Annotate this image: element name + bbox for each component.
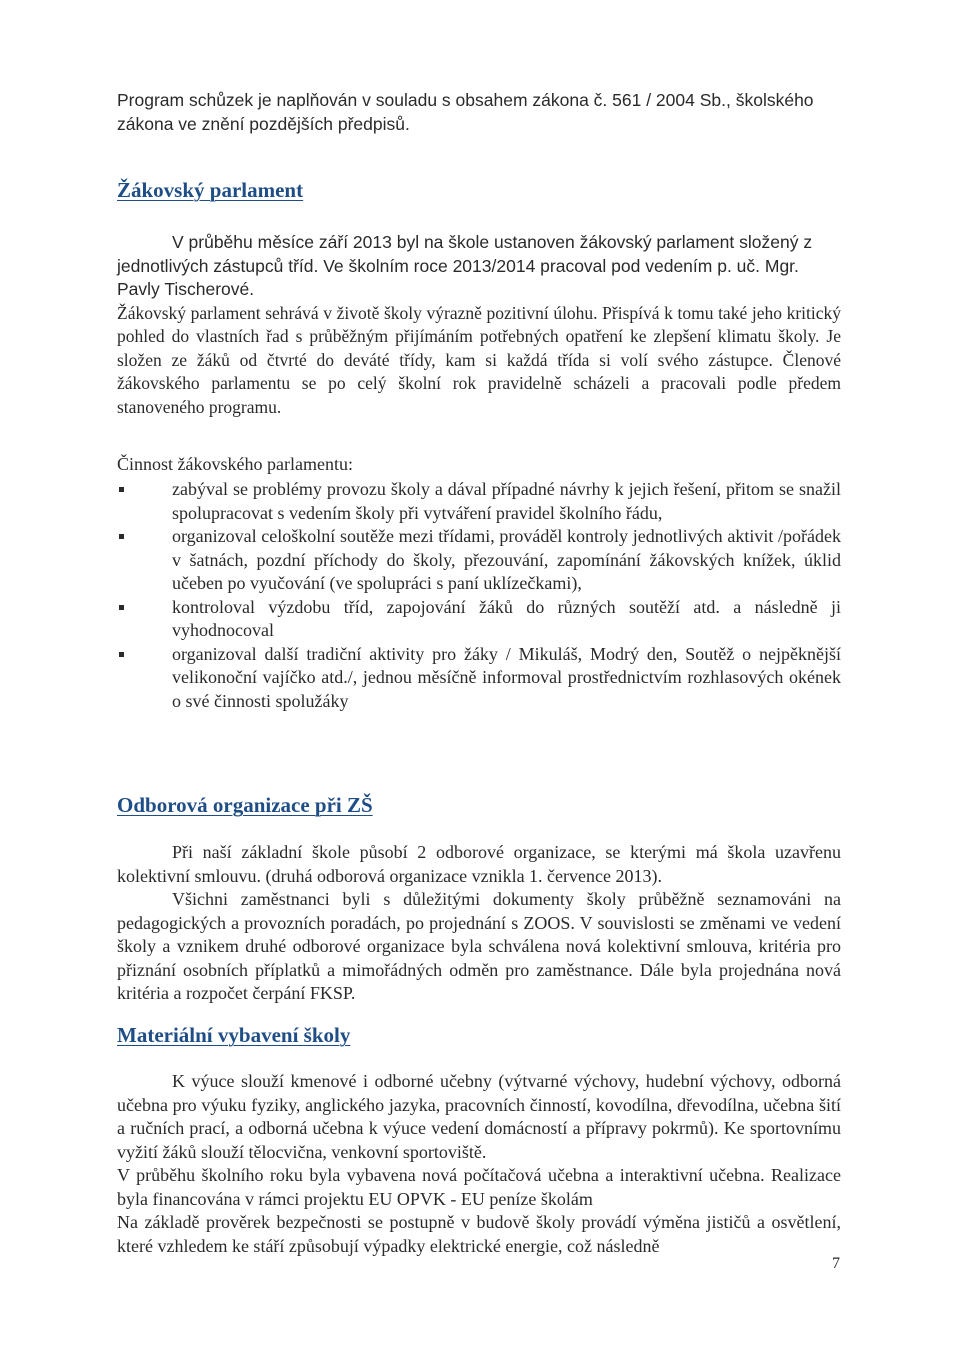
activities-list (117, 478, 841, 713)
equipment-heading: Materiální vybavení školy (117, 1023, 351, 1047)
activities-title: Činnost žákovského parlamentu: (117, 454, 353, 474)
union-paragraph-2: Všichni zaměstnanci byli s důležitými dokumenty školy průběžně seznamováni na pedagogických a provozních poradách, po projednání s ZOOS. V souvislosti se změnami ve vedení školy a vznikem druhé odborové organizace byla schválena nová kolektivní smlouva, kritéria pro přiznání osobních příplatků a mimořádných odměn pro zaměstnance. Dále byla projednána nová kritéria a rozpočet čerpání FKSP. (117, 889, 841, 1003)
list-item: kontroloval výzdobu tříd, zapojování žáků do různých soutěží atd. a následně ji vyhodnocoval (117, 596, 841, 643)
intro-paragraph (117, 89, 841, 136)
list-item: zabýval se problémy provozu školy a dával případné návrhy k jejich řešení, přitom se snažil spolupracovat s vedením školy při vytváření pravidel školního řádu, (117, 478, 841, 525)
list-item: organizoval celoškolní soutěže mezi třídami, prováděl kontroly jednotlivých aktivit /pořádek v šatnách, pozdní příchody do školy, přezouvání, zapomínání žákovských knížek, úklid učeben po vyučování (ve spolupráci s paní uklízečkami), (117, 525, 841, 596)
parliament-paragraph-2: Žákovský parlament sehrává v životě školy výrazně pozitivní úlohu. Přispívá k tomu také jeho kritický pohled do vlastních řad s průběžným přijímáním potřebných opatření ke zlepšení klimatu školy. Je složen ze žáků od čtvrté do deváté třídy, kam si každá třída si volí svého zástupce. Členové žákovského parlamentu se po celý školní rok pravidelně scházeli a pracovali podle předem stanoveného programu. (117, 302, 841, 417)
equipment-paragraph-3: Na základě prověrek bezpečnosti se postupně v budově školy provádí výměna jističů a osvětlení, které vzhledem ke stáří způsobují výpadky elektrické energie, což následně (117, 1212, 841, 1256)
union-section (117, 841, 841, 1006)
parliament-section (117, 231, 841, 419)
parliament-heading: Žákovský parlament (117, 178, 304, 202)
parliament-paragraph-1: V průběhu měsíce září 2013 byl na škole ustanoven žákovský parlament složený z jednotlivých zástupců tříd. Ve školním roce 2013/2014 pracoval pod vedením p. uč. Mgr. Pavly Tischerové. (117, 232, 813, 299)
equipment-section (117, 1070, 841, 1258)
bullet-icon (119, 605, 124, 610)
bullet-icon (119, 487, 124, 492)
union-paragraph-1: Při naší základní škole působí 2 odborové organizace, se kterými má škola uzavřenu kolektivní smlouvu. (druhá odborová organizace vznikla 1. července 2013). (117, 842, 841, 886)
list-item: organizoval další tradiční aktivity pro žáky / Mikuláš, Modrý den, Soutěž o nejpěknější velikonoční vajíčko atd./, jednou měsíčně informoval prostřednictvím rozhlasových okének o své činnosti spolužáky (117, 643, 841, 714)
equipment-paragraph-1: K výuce slouží kmenové i odborné učebny (výtvarné výchovy, hudební výchovy, odborná učebna pro výuku fyziky, anglického jazyka, pracovních činností, kovodílna, dřevodílna, učebna šití a ručních prací, a odborná učebna k výuce vedení domácností a přípravy pokrmů). Ke sportovnímu vyžití žáků slouží tělocvična, venkovní sportoviště. (117, 1071, 841, 1162)
page-number: 7 (832, 1255, 840, 1272)
intro-text: Program schůzek je naplňován v souladu s obsahem zákona č. 561 / 2004 Sb., školského zákona ve znění pozdějších předpisů. (117, 90, 814, 134)
bullet-icon (119, 534, 124, 539)
union-heading: Odborová organizace při ZŠ (117, 793, 373, 817)
bullet-icon (119, 652, 124, 657)
equipment-paragraph-2: V průběhu školního roku byla vybavena nová počítačová učebna a interaktivní učebna. Realizace byla financována v rámci projektu EU OPVK - EU peníze školám (117, 1165, 841, 1209)
